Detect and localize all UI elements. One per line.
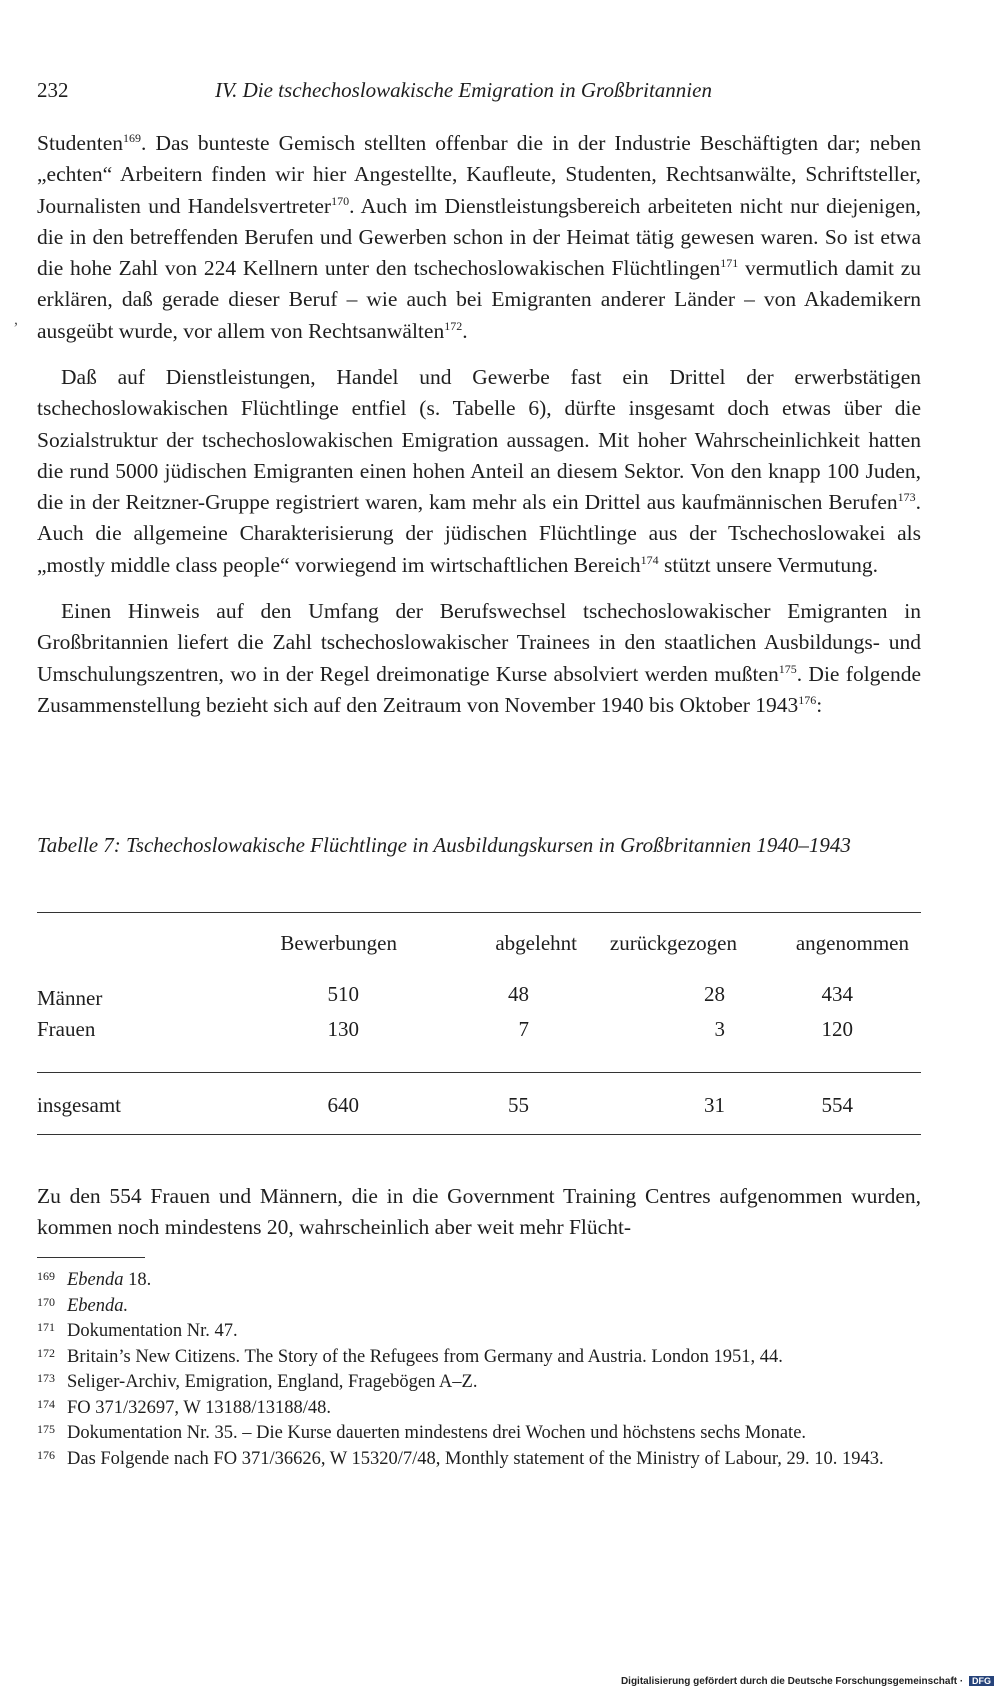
table-cell: 130 xyxy=(327,1017,359,1041)
table-cell: 510 xyxy=(327,982,359,1006)
table-bottom-rule xyxy=(37,1134,921,1135)
footnotes xyxy=(37,1268,921,1472)
paragraph-3 xyxy=(37,596,921,721)
digitization-credit: Digitalisierung gefördert durch die Deutsche Forschungsgemeinschaft · DFG xyxy=(621,1676,994,1687)
footnote xyxy=(37,1396,921,1422)
column-header: angenommen xyxy=(795,931,909,955)
footnote-number: 173 xyxy=(37,1371,55,1385)
paragraph-1 xyxy=(37,128,921,347)
table-cell: 554 xyxy=(821,1093,853,1117)
table-cell: insgesamt xyxy=(37,1093,121,1117)
table-total-row xyxy=(37,1090,921,1121)
text-run: Seliger-Archiv, Emigration, England, Fragebögen A–Z. xyxy=(67,1372,478,1392)
table-total xyxy=(37,1090,921,1121)
footnote xyxy=(37,1447,921,1473)
footnote xyxy=(37,1268,921,1294)
text-run: Daß auf Dienstleistungen, Handel und Gewerbe fast ein Drittel der erwerbstätigen tschechoslowakischen Flüchtlinge entfiel (s. Tabelle 6), dürfte insgesamt doch etwas über die Sozialstruktur der tschechoslowakischen Emigration aussagen. Mit hoher Wahrscheinlichkeit hatten die rund 5000 jüdischen Emigranten einen hohen Anteil an diesem Sektor. Von den knapp 100 Juden, die in der Reitzner-Gruppe registriert waren, kam mehr als ein Drittel aus kaufmännischen Berufen xyxy=(37,365,921,515)
text-run: . Die folgende Zusammenstellung bezieht sich auf den Zeitraum von November 1940 bis Oktober 1943 xyxy=(37,661,921,717)
footnote-number: 175 xyxy=(37,1422,55,1436)
footnote xyxy=(37,1319,921,1345)
text-run: . Das bunteste Gemisch stellten offenbar die in der Industrie Beschäftigten dar; neben „echten“ Arbeitern finden wir hier Angestellte, Kaufleute, Studenten, Rechtsanwälte, Schriftsteller, Journalisten und Handelsvertreter xyxy=(37,131,921,218)
table-mid-rule xyxy=(37,1072,921,1073)
text-run: Dokumentation Nr. 35. – Die Kurse dauerten mindestens drei Wochen und höchstens sechs Monate. xyxy=(67,1423,807,1443)
table-cell: 55 xyxy=(508,1093,529,1117)
footnote-reference: 176 xyxy=(798,692,817,707)
italic-text: Ebenda xyxy=(67,1270,124,1290)
table-header-row xyxy=(37,912,921,975)
footnote-reference: 175 xyxy=(778,661,797,676)
column-header: Bewerbungen xyxy=(280,931,397,955)
credit-text: Digitalisierung gefördert durch die Deutsche Forschungsgemeinschaft xyxy=(620,1676,958,1687)
text-run: . Auch die allgemeine Charakterisierung der jüdischen Flüchtlinge aus der Tschechoslowakei als „mostly middle class people“ vorwiegend im wirtschaftlichen Bereich xyxy=(37,490,921,577)
footnote xyxy=(37,1345,921,1371)
footnote-number: 171 xyxy=(37,1320,55,1334)
column-header xyxy=(37,912,157,975)
footnote-number: 169 xyxy=(37,1269,55,1283)
paragraph-2 xyxy=(37,362,921,581)
footnote-reference: 171 xyxy=(720,256,739,271)
margin-mark: , xyxy=(14,311,18,328)
data-table xyxy=(37,912,921,1045)
text-run: stützt unsere Vermutung. xyxy=(658,552,878,577)
table-cell: 7 xyxy=(518,1017,529,1041)
table-row xyxy=(37,1014,921,1045)
table-caption: Tabelle 7: Tschechoslowakische Flüchtlinge in Ausbildungskursen in Großbritannien 1940–1943 xyxy=(37,833,851,857)
text-run: Das Folgende nach FO 371/36626, W 15320/7/48, Monthly statement of the Ministry of Labour, 29. 10. 1943. xyxy=(67,1448,884,1469)
footnote-reference: 170 xyxy=(331,193,350,208)
footnote-rule xyxy=(37,1257,145,1258)
table-cell: 31 xyxy=(704,1093,725,1117)
table-cell: Frauen xyxy=(37,1017,96,1041)
page-number: 232 xyxy=(37,78,69,102)
table-cell: 434 xyxy=(821,982,853,1006)
dfg-logo: DFG xyxy=(969,1676,994,1686)
text-run: FO 371/32697, W 13188/13188/48. xyxy=(67,1397,331,1418)
running-header xyxy=(37,78,924,110)
footnote-reference: 172 xyxy=(444,318,463,333)
table-cell: 120 xyxy=(821,1017,853,1041)
text-run: Dokumentation Nr. 47. xyxy=(67,1321,238,1341)
footnote-reference: 169 xyxy=(123,130,141,145)
text-run: 18. xyxy=(123,1270,152,1290)
table-cell: 640 xyxy=(327,1093,359,1117)
text-run: vermutlich damit zu erklären, daß gerade dieser Beruf – wie auch bei Emigranten anderer Länder – von Akademikern ausgeübt wurde, vor allem von Rechtsanwälten xyxy=(37,256,921,343)
text-run: Studenten xyxy=(37,131,123,155)
italic-text: Ebenda. xyxy=(67,1295,129,1316)
text-run: Einen Hinweis auf den Umfang der Berufswechsel tschechoslowakischer Emigranten in Großbritannien liefert die Zahl tschechoslowakischer Trainees in den staatlichen Ausbildungs- und Umschulungszentren, wo in der Regel dreimonatige Kurse absolviert werden mußten xyxy=(37,599,921,686)
table-cell: 3 xyxy=(714,1017,725,1041)
footnote xyxy=(37,1294,921,1320)
footnote xyxy=(37,1370,921,1396)
table-cell: 48 xyxy=(508,982,529,1006)
footnote-number: 170 xyxy=(37,1294,55,1309)
footnote-number: 172 xyxy=(37,1345,55,1360)
footnote-reference: 173 xyxy=(897,490,916,505)
table-cell: 28 xyxy=(704,982,725,1006)
paragraph-4 xyxy=(37,1181,921,1244)
footnote xyxy=(37,1421,921,1447)
column-header: abgelehnt xyxy=(495,931,577,955)
text-run: Britain’s New Citizens. The Story of the Refugees from Germany and Austria. London 1951, 44. xyxy=(67,1346,783,1367)
text-run: Zu den 554 Frauen und Männern, die in die Government Training Centres aufgenommen wurden, kommen noch mindestens 20, wahrscheinlich aber weit mehr Flücht- xyxy=(37,1184,921,1240)
table-row xyxy=(37,975,921,1014)
footnote-number: 176 xyxy=(37,1447,55,1462)
column-header: zurückgezogen xyxy=(609,931,737,955)
text-run: . Auch im Dienstleistungsbereich arbeiteten nicht nur diejenigen, die in den betreffenden Berufen und Gewerben schon in der Heimat tätig gewesen waren. So ist etwa die hohe Zahl von 224 Kellnern unter den tschechoslowakischen Flüchtlingen xyxy=(37,193,922,281)
footnote-number: 174 xyxy=(37,1396,55,1411)
text-run: . xyxy=(462,318,468,343)
running-title: IV. Die tschechoslowakische Emigration in Großbritannien xyxy=(215,78,712,102)
footnote-reference: 174 xyxy=(640,552,659,567)
table-cell: Männer xyxy=(37,986,103,1010)
text-run: : xyxy=(816,692,823,717)
